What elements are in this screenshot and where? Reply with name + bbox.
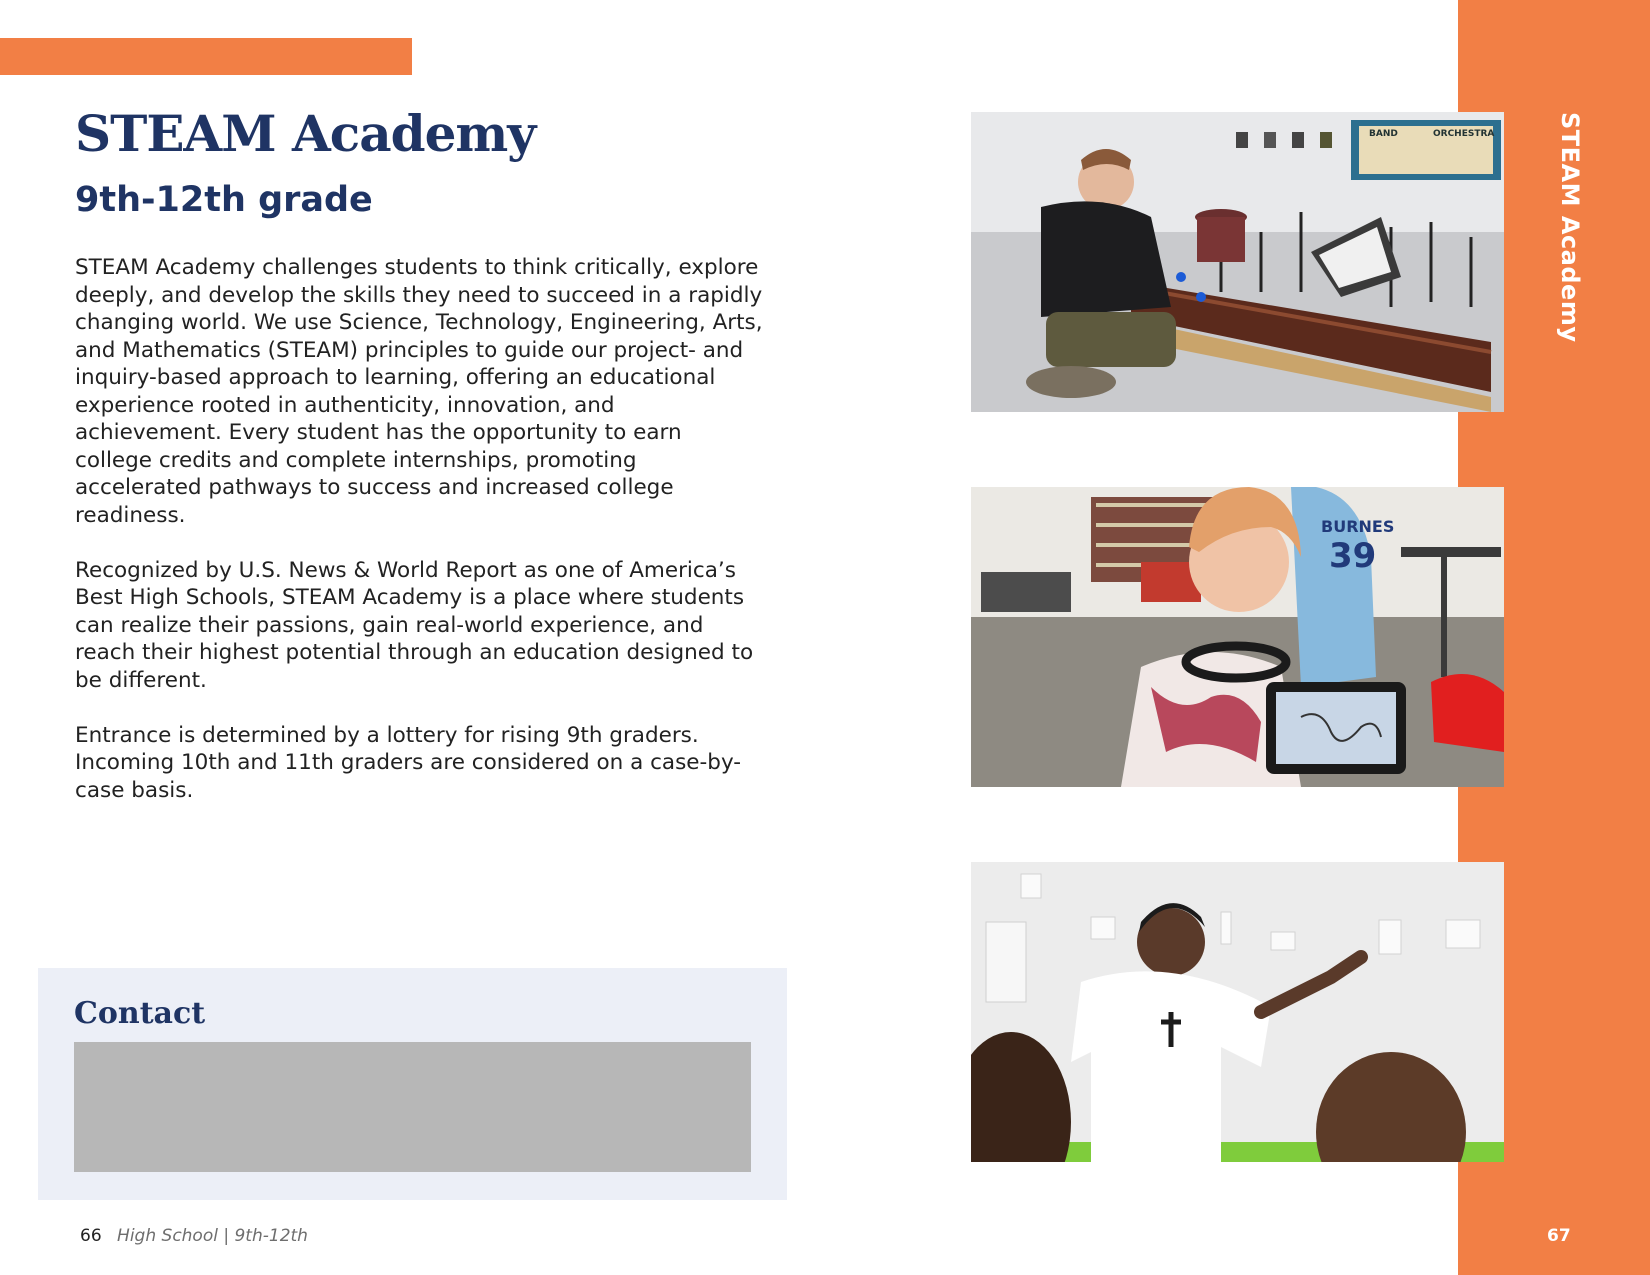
side-section-label: STEAM Academy [1556,112,1584,343]
band-board-left: BAND [1369,129,1398,139]
jersey-number: 39 [1329,536,1377,576]
photo-learning-hub [971,487,1504,787]
band-room-image [971,112,1504,412]
footer-left [80,1226,308,1246]
paragraph-intro: STEAM Academy challenges students to think critically, explore deeply, and develop the skills they need to succeed in a rapidly changing world. We use Science, Technology, Engineering, Arts, and Mathematics (STEAM) principles to guide our project- and inquiry-based approach to learning, offering an educational experience rooted in authenticity, innovation, and achievement. Every student has the opportunity to earn college credits and complete internships, promoting accelerated pathways to success and increased college readiness. [75,255,763,528]
photo-band-room [971,112,1504,412]
top-accent-bar [0,38,412,75]
right-page-number: 67 [1547,1226,1571,1246]
jersey-name: BURNES [1321,517,1395,536]
contact-placeholder [74,1042,751,1172]
contact-box [38,968,787,1200]
band-board-right: ORCHESTRA [1433,129,1495,139]
paragraph-entrance: Entrance is determined by a lottery for rising 9th graders. Incoming 10th and 11th graders are considered on a case-by-case basis. [75,722,742,803]
contact-heading: Contact [74,996,206,1031]
page-subtitle: 9th-12th grade [75,180,373,220]
page-title: STEAM Academy [75,104,536,163]
paragraph-recognition: Recognized by U.S. News & World Report as one of America’s Best High Schools, STEAM Academy is a place where students can realize their passions, gain real-world experience, and reach their highest potential through an education designed to be different. [75,557,754,693]
footer-section-label: High School | 9th-12th [117,1226,308,1246]
photo-classroom-wall [971,862,1504,1162]
body-text [75,254,765,832]
learning-hub-image [971,487,1504,787]
classroom-wall-image [971,862,1504,1162]
left-page-number: 66 [80,1226,102,1246]
